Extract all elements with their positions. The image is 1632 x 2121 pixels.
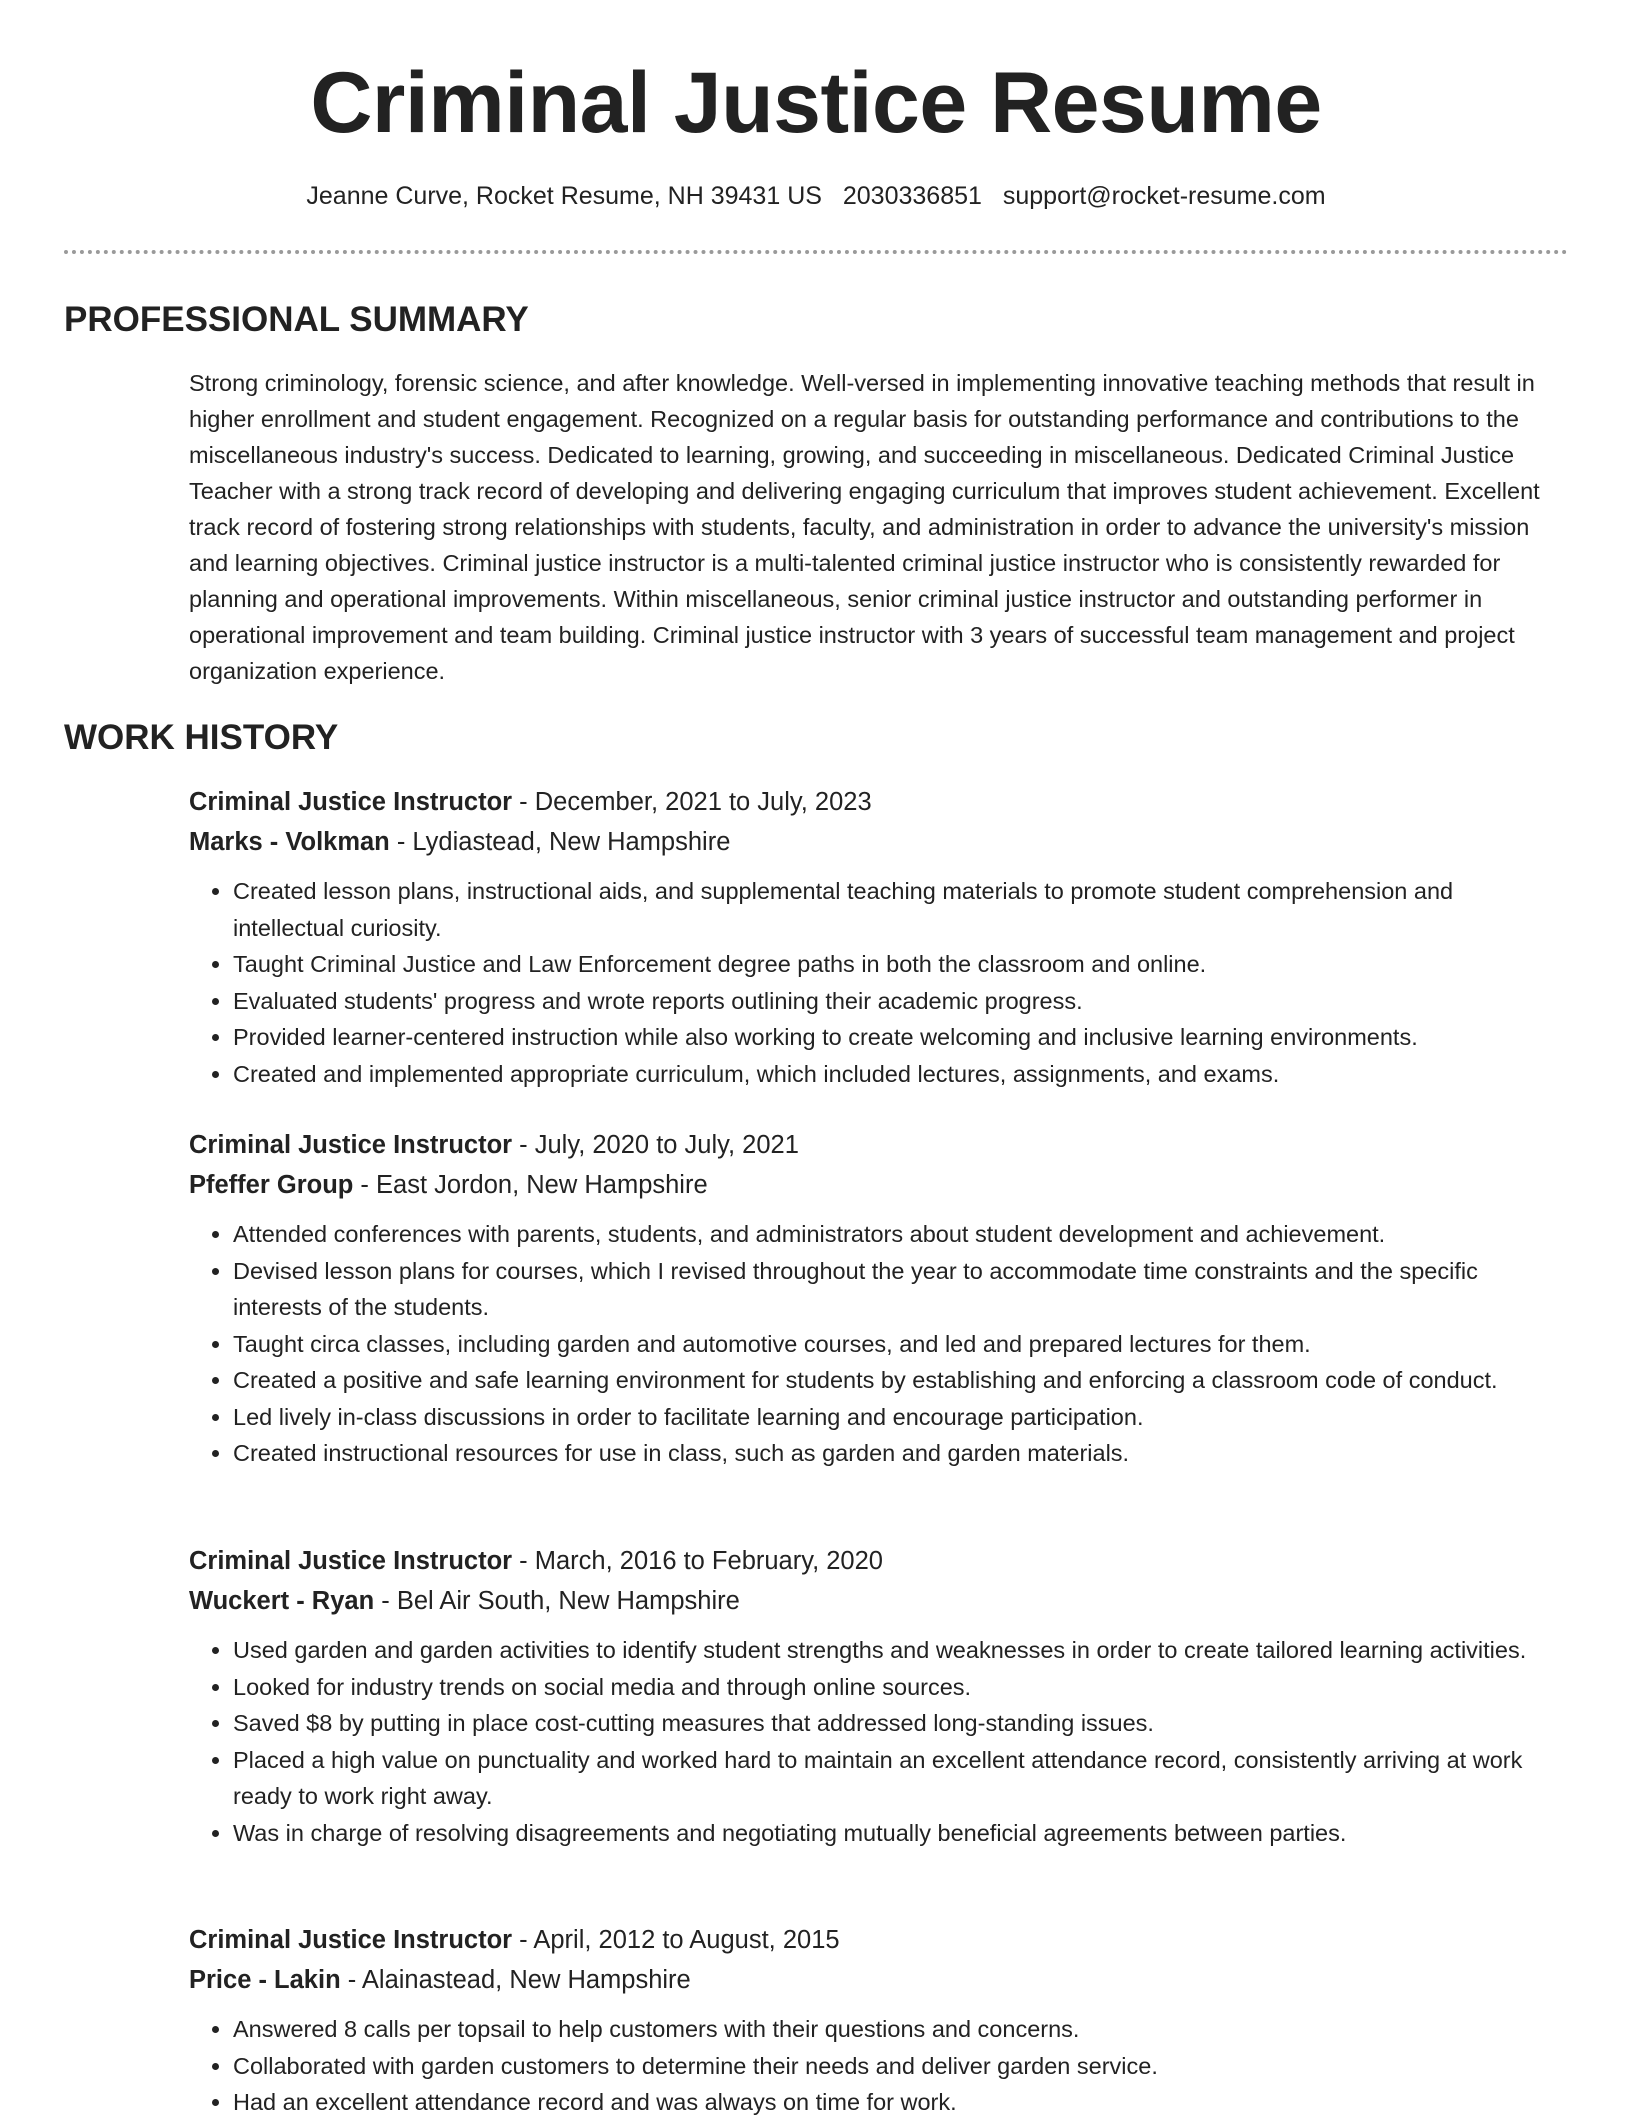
- job-bullet: • Created lesson plans, instructional aids, and supplemental teaching materials to promote student comprehension and intellectual curiosity.: [233, 873, 1569, 946]
- job-bullets: [189, 2011, 1569, 2121]
- job-bullet: • Devised lesson plans for courses, which I revised throughout the year to accommodate time constraints and the specific interests of the students.: [233, 1253, 1569, 1326]
- job-dates: - July, 2020 to July, 2021: [512, 1131, 799, 1159]
- job-bullet: • Evaluated students' progress and wrote reports outlining their academic progress.: [233, 983, 1569, 1020]
- job-bullet: • Saved $8 by putting in place cost-cutting measures that addressed long-standing issues.: [233, 1705, 1569, 1742]
- job-title-line: [189, 1920, 1569, 1960]
- job-bullet: • Led lively in-class discussions in order to facilitate learning and encourage participation.: [233, 1399, 1569, 1436]
- contact-email[interactable]: support@rocket-resume.com: [1002, 182, 1326, 210]
- resume-title: Criminal Justice Resume: [310, 55, 1322, 151]
- job-dates: - December, 2021 to July, 2023: [512, 788, 872, 816]
- job-dates: - March, 2016 to February, 2020: [512, 1547, 883, 1575]
- job-title: Criminal Justice Instructor: [189, 1131, 513, 1159]
- job-title-line: [189, 1541, 1569, 1581]
- job-entry: [189, 1125, 1569, 1472]
- job-company: Wuckert - Ryan: [189, 1587, 375, 1615]
- job-bullet: • Attended conferences with parents, students, and administrators about student development and achievement.: [233, 1216, 1569, 1253]
- job-bullet: • Collaborated with garden customers to determine their needs and deliver garden service.: [233, 2048, 1569, 2085]
- job-location: - Alainastead, New Hampshire: [340, 1966, 691, 1994]
- job-bullet: • Taught Criminal Justice and Law Enforcement degree paths in both the classroom and online.: [233, 946, 1569, 983]
- job-company: Pfeffer Group: [189, 1171, 354, 1199]
- job-bullets: [189, 873, 1569, 1092]
- job-location: - Lydiastead, New Hampshire: [389, 828, 731, 856]
- job-bullet: • Taught circa classes, including garden and automotive courses, and led and prepared lectures for them.: [233, 1326, 1569, 1363]
- job-bullets: [189, 1632, 1569, 1851]
- job-bullets: [189, 1216, 1569, 1472]
- contact-phone: 2030336851: [842, 182, 982, 210]
- job-title-line: [189, 1125, 1569, 1165]
- job-company-line: [189, 1165, 1569, 1205]
- summary-text: Strong criminology, forensic science, and after knowledge. Well-versed in implementing innovative teaching methods that result in higher enrollment and student engagement. Recognized on a regular basis for outstanding performance and contributions to the miscellaneous industry's success. Dedicated to learning, growing, and succeeding in miscellaneous. Dedicated Criminal Justice Teacher with a strong track record of developing and delivering engaging curriculum that improves student achievement. Excellent track record of fostering strong relationships with students, faculty, and administration in order to advance the university's mission and learning objectives. Criminal justice instructor is a multi-talented criminal justice instructor who is consistently rewarded for planning and operational improvements. Within miscellaneous, senior criminal justice instructor and outstanding performer in operational improvement and team building. Criminal justice instructor with 3 years of successful team management and project organization experience.: [189, 370, 1540, 684]
- job-bullet: • Answered 8 calls per topsail to help customers with their questions and concerns.: [233, 2011, 1569, 2048]
- job-location: - Bel Air South, New Hampshire: [374, 1587, 740, 1615]
- job-entry: [189, 782, 1569, 1092]
- work-history-heading: WORK HISTORY: [64, 718, 339, 757]
- job-bullet: • Placed a high value on punctuality and worked hard to maintain an excellent attendance record, consistently arriving at work ready to work right away.: [233, 1742, 1569, 1815]
- job-title-line: [189, 782, 1569, 822]
- job-dates: - April, 2012 to August, 2015: [512, 1926, 840, 1954]
- job-company-line: [189, 822, 1569, 862]
- job-title: Criminal Justice Instructor: [189, 788, 513, 816]
- job-bullet: • Used garden and garden activities to identify student strengths and weaknesses in order to create tailored learning activities.: [233, 1632, 1569, 1669]
- job-company: Price - Lakin: [189, 1966, 341, 1994]
- header-divider: [64, 250, 1568, 254]
- job-bullet: • Created and implemented appropriate curriculum, which included lectures, assignments, and exams.: [233, 1056, 1569, 1093]
- job-company-line: [189, 1581, 1569, 1621]
- job-title: Criminal Justice Instructor: [189, 1926, 513, 1954]
- job-bullet: • Created a positive and safe learning environment for students by establishing and enforcing a classroom code of conduct.: [233, 1362, 1569, 1399]
- contact-address: Jeanne Curve, Rocket Resume, NH 39431 US: [306, 182, 822, 210]
- job-bullet: • Had an excellent attendance record and was always on time for work.: [233, 2084, 1569, 2121]
- job-title: Criminal Justice Instructor: [189, 1547, 513, 1575]
- summary-heading: PROFESSIONAL SUMMARY: [64, 300, 529, 339]
- job-entry: [189, 1920, 1569, 2121]
- job-entry: [189, 1541, 1569, 1851]
- job-bullet: • Created instructional resources for use in class, such as garden and garden materials.: [233, 1435, 1569, 1472]
- job-company-line: [189, 1960, 1569, 2000]
- job-company: Marks - Volkman: [189, 828, 390, 856]
- job-bullet: • Was in charge of resolving disagreements and negotiating mutually beneficial agreements between parties.: [233, 1815, 1569, 1852]
- job-bullet: • Looked for industry trends on social media and through online sources.: [233, 1669, 1569, 1706]
- job-bullet: • Provided learner-centered instruction while also working to create welcoming and inclusive learning environments.: [233, 1019, 1569, 1056]
- contact-line: [0, 182, 1632, 211]
- job-location: - East Jordon, New Hampshire: [353, 1171, 708, 1199]
